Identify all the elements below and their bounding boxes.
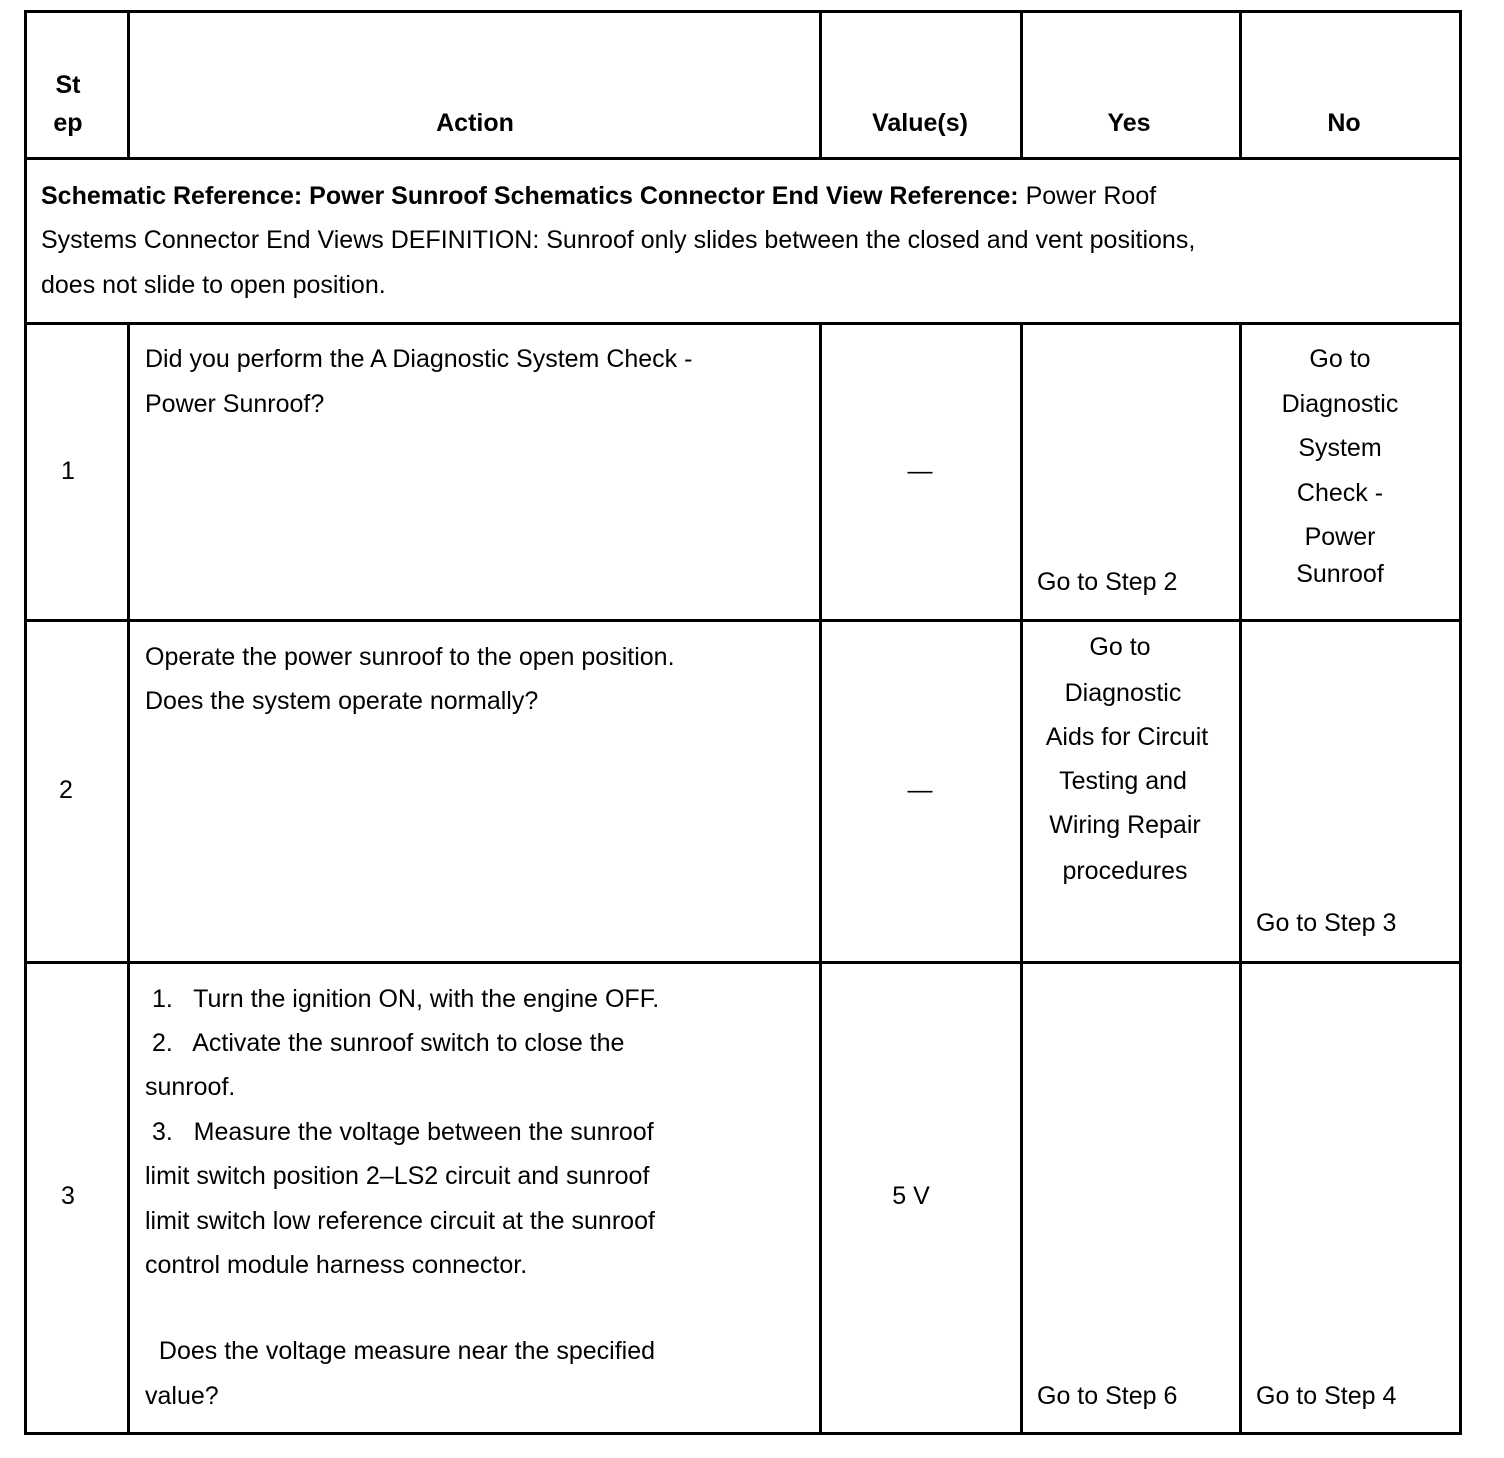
row3-step: 3 bbox=[61, 1182, 75, 1210]
row1-yes: Go to Step 2 bbox=[1037, 568, 1178, 596]
reference-rest: Power Roof bbox=[1018, 182, 1157, 210]
row-divider bbox=[27, 961, 1459, 964]
header-yes: Yes bbox=[1107, 109, 1151, 137]
row3-action-line: Does the voltage measure near the specified bbox=[145, 1337, 656, 1365]
row2-no: Go to Step 3 bbox=[1256, 909, 1397, 937]
row2-yes-line: Wiring Repair bbox=[1049, 811, 1201, 839]
row2-step: 2 bbox=[59, 776, 73, 804]
row3-value: 5 V bbox=[892, 1182, 930, 1210]
row-divider bbox=[27, 157, 1459, 160]
reference-line-2: Systems Connector End Views DEFINITION: Sunroof only slides between the closed and vent positions, bbox=[41, 226, 1196, 254]
row2-action-line: Does the system operate normally? bbox=[145, 687, 539, 715]
row-divider bbox=[27, 322, 1459, 325]
row2-yes-line: Diagnostic bbox=[1064, 679, 1182, 707]
column-divider bbox=[1020, 322, 1023, 1432]
row1-no-line: Go to bbox=[1309, 345, 1371, 373]
row1-action-line: Did you perform the A Diagnostic System Check - bbox=[145, 345, 693, 373]
header-no: No bbox=[1327, 109, 1361, 137]
row1-action-line: Power Sunroof? bbox=[145, 390, 325, 418]
header-step-line2: ep bbox=[53, 109, 83, 137]
row3-action-line: limit switch position 2–LS2 circuit and sunroof bbox=[145, 1162, 650, 1190]
row2-action-line: Operate the power sunroof to the open position. bbox=[145, 643, 675, 671]
column-divider bbox=[127, 322, 130, 1432]
row-divider bbox=[27, 619, 1459, 622]
header-step-line1: St bbox=[55, 71, 81, 99]
row3-action-line: 2. Activate the sunroof switch to close the bbox=[145, 1029, 625, 1057]
row2-yes-line: Aids for Circuit bbox=[1045, 723, 1209, 751]
row2-yes-line: Go to bbox=[1089, 633, 1151, 661]
row3-action-line: control module harness connector. bbox=[145, 1251, 528, 1279]
row2-value: — bbox=[907, 776, 933, 804]
row2-yes-line: Testing and bbox=[1059, 767, 1187, 795]
row1-no-line: Power bbox=[1304, 523, 1376, 551]
row1-value: — bbox=[907, 457, 933, 485]
reference-line-3: does not slide to open position. bbox=[41, 271, 386, 299]
row3-action-line: 3. Measure the voltage between the sunroof bbox=[145, 1118, 654, 1146]
row3-no: Go to Step 4 bbox=[1256, 1382, 1397, 1410]
row3-action-line: sunroof. bbox=[145, 1073, 236, 1101]
row1-no-line: Sunroof bbox=[1296, 560, 1384, 588]
row3-yes: Go to Step 6 bbox=[1037, 1382, 1178, 1410]
row1-no-line: System bbox=[1298, 434, 1382, 462]
row1-no-line: Check - bbox=[1296, 479, 1384, 507]
reference-bold: Schematic Reference: Power Sunroof Schematics Connector End View Reference: bbox=[41, 182, 1019, 210]
row1-no-line: Diagnostic bbox=[1281, 390, 1399, 418]
row2-yes-line: procedures bbox=[1062, 857, 1188, 885]
row3-action-line: value? bbox=[145, 1382, 219, 1410]
row1-step: 1 bbox=[61, 457, 75, 485]
header-values: Value(s) bbox=[872, 109, 968, 137]
header-action: Action bbox=[436, 109, 514, 137]
row3-action-line: limit switch low reference circuit at the sunroof bbox=[145, 1207, 655, 1235]
schematic-reference bbox=[41, 174, 1156, 219]
row3-action-line: 1. Turn the ignition ON, with the engine OFF. bbox=[145, 985, 660, 1013]
